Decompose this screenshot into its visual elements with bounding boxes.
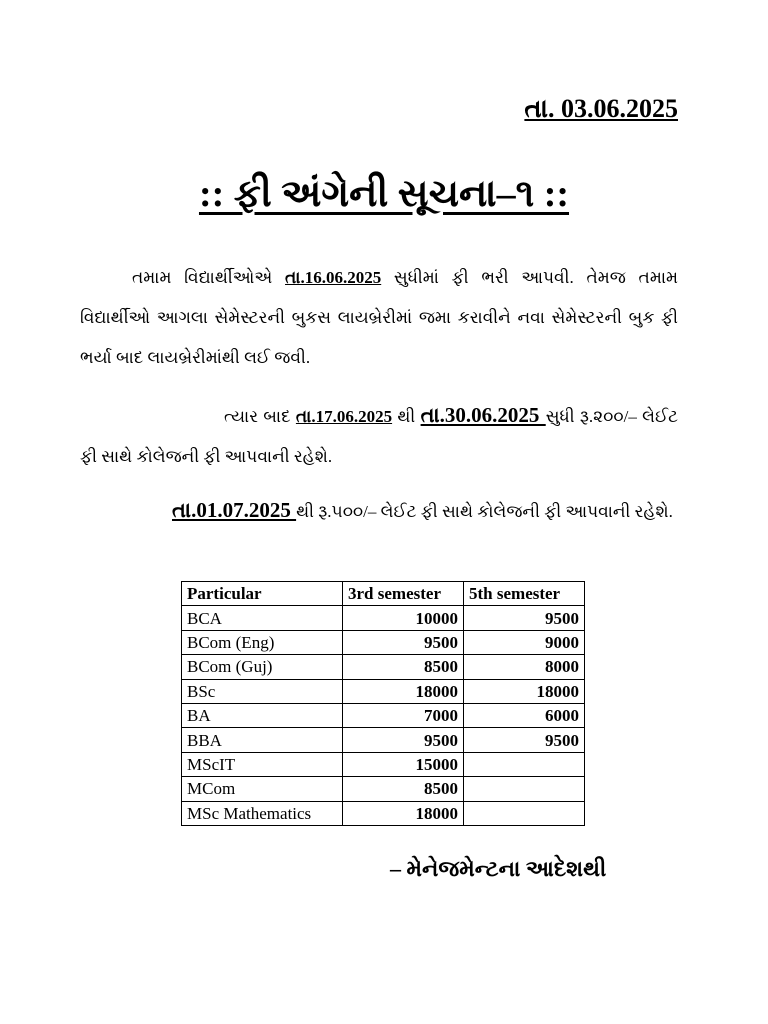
- fee-5th-semester: [464, 777, 585, 801]
- table-row: [182, 728, 585, 752]
- text: સુધી રૂ.૨૦૦/– લેઈટ ફી સાથે કોલેજની ફી આપવાની રહેશે.: [80, 407, 678, 466]
- fee-3rd-semester: 8500: [343, 777, 464, 801]
- fee-3rd-semester: 10000: [343, 606, 464, 630]
- late-500-date: તા.01.07.2025: [172, 498, 297, 522]
- course-name: BA: [182, 703, 343, 727]
- fee-table: [181, 581, 585, 826]
- course-name: BCom (Eng): [182, 630, 343, 654]
- course-name: MSc Mathematics: [182, 801, 343, 825]
- text: થી રૂ.૫૦૦/– લેઈટ ફી સાથે કોલેજની ફી આપવાની રહેશે.: [296, 502, 673, 521]
- fee-5th-semester: 9500: [464, 606, 585, 630]
- fee-5th-semester: 8000: [464, 655, 585, 679]
- notice-title: :: ફી અંગેની સૂચના–૧ ::: [198, 173, 570, 215]
- table-row: [182, 630, 585, 654]
- fee-3rd-semester: 8500: [343, 655, 464, 679]
- fee-5th-semester: [464, 752, 585, 776]
- header-particular: Particular: [182, 582, 343, 606]
- course-name: MScIT: [182, 752, 343, 776]
- table-row: [182, 606, 585, 630]
- deadline-date: તા.16.06.2025: [285, 268, 382, 287]
- text: ત્યાર બાદ: [224, 407, 296, 426]
- text: થી: [392, 407, 421, 426]
- course-name: BBA: [182, 728, 343, 752]
- header-3rd-semester: 3rd semester: [343, 582, 464, 606]
- table-row: [182, 752, 585, 776]
- paragraph-late-fee-500: [80, 490, 678, 532]
- notice-date: તા. 03.06.2025: [524, 94, 678, 123]
- course-name: BCA: [182, 606, 343, 630]
- table-row: [182, 679, 585, 703]
- fee-5th-semester: 9000: [464, 630, 585, 654]
- course-name: BSc: [182, 679, 343, 703]
- fee-5th-semester: 18000: [464, 679, 585, 703]
- text: તમામ વિદ્યાર્થીઓએ: [132, 268, 286, 287]
- text: સુધીમાં ફી ભરી આપવી. તેમજ તમામ વિદ્યાર્થીઓ આગલા સેમેસ્ટરની બુકસ લાયબ્રેરીમાં જમા કરાવીને નવા સેમેસ્ટરની બુક ફી ભર્યા બાદ લાયબ્રેરીમાંથી લઈ જવી.: [80, 268, 678, 367]
- paragraph-fee-deadline: [80, 258, 678, 378]
- fee-5th-semester: [464, 801, 585, 825]
- late-start-date: તા.17.06.2025: [295, 407, 393, 426]
- course-name: MCom: [182, 777, 343, 801]
- table-row: [182, 801, 585, 825]
- fee-3rd-semester: 18000: [343, 801, 464, 825]
- table-row: [182, 655, 585, 679]
- fee-5th-semester: 9500: [464, 728, 585, 752]
- fee-3rd-semester: 15000: [343, 752, 464, 776]
- late-end-date: તા.30.06.2025: [420, 403, 546, 427]
- fee-3rd-semester: 9500: [343, 630, 464, 654]
- table-row: [182, 703, 585, 727]
- table-row: [182, 777, 585, 801]
- fee-3rd-semester: 18000: [343, 679, 464, 703]
- fee-5th-semester: 6000: [464, 703, 585, 727]
- header-5th-semester: 5th semester: [464, 582, 585, 606]
- paragraph-late-fee-200: [80, 395, 678, 477]
- course-name: BCom (Guj): [182, 655, 343, 679]
- table-header-row: [182, 582, 585, 606]
- fee-3rd-semester: 9500: [343, 728, 464, 752]
- fee-3rd-semester: 7000: [343, 703, 464, 727]
- signature-line: – મેનેજમેન્ટના આદેશથી: [390, 856, 607, 881]
